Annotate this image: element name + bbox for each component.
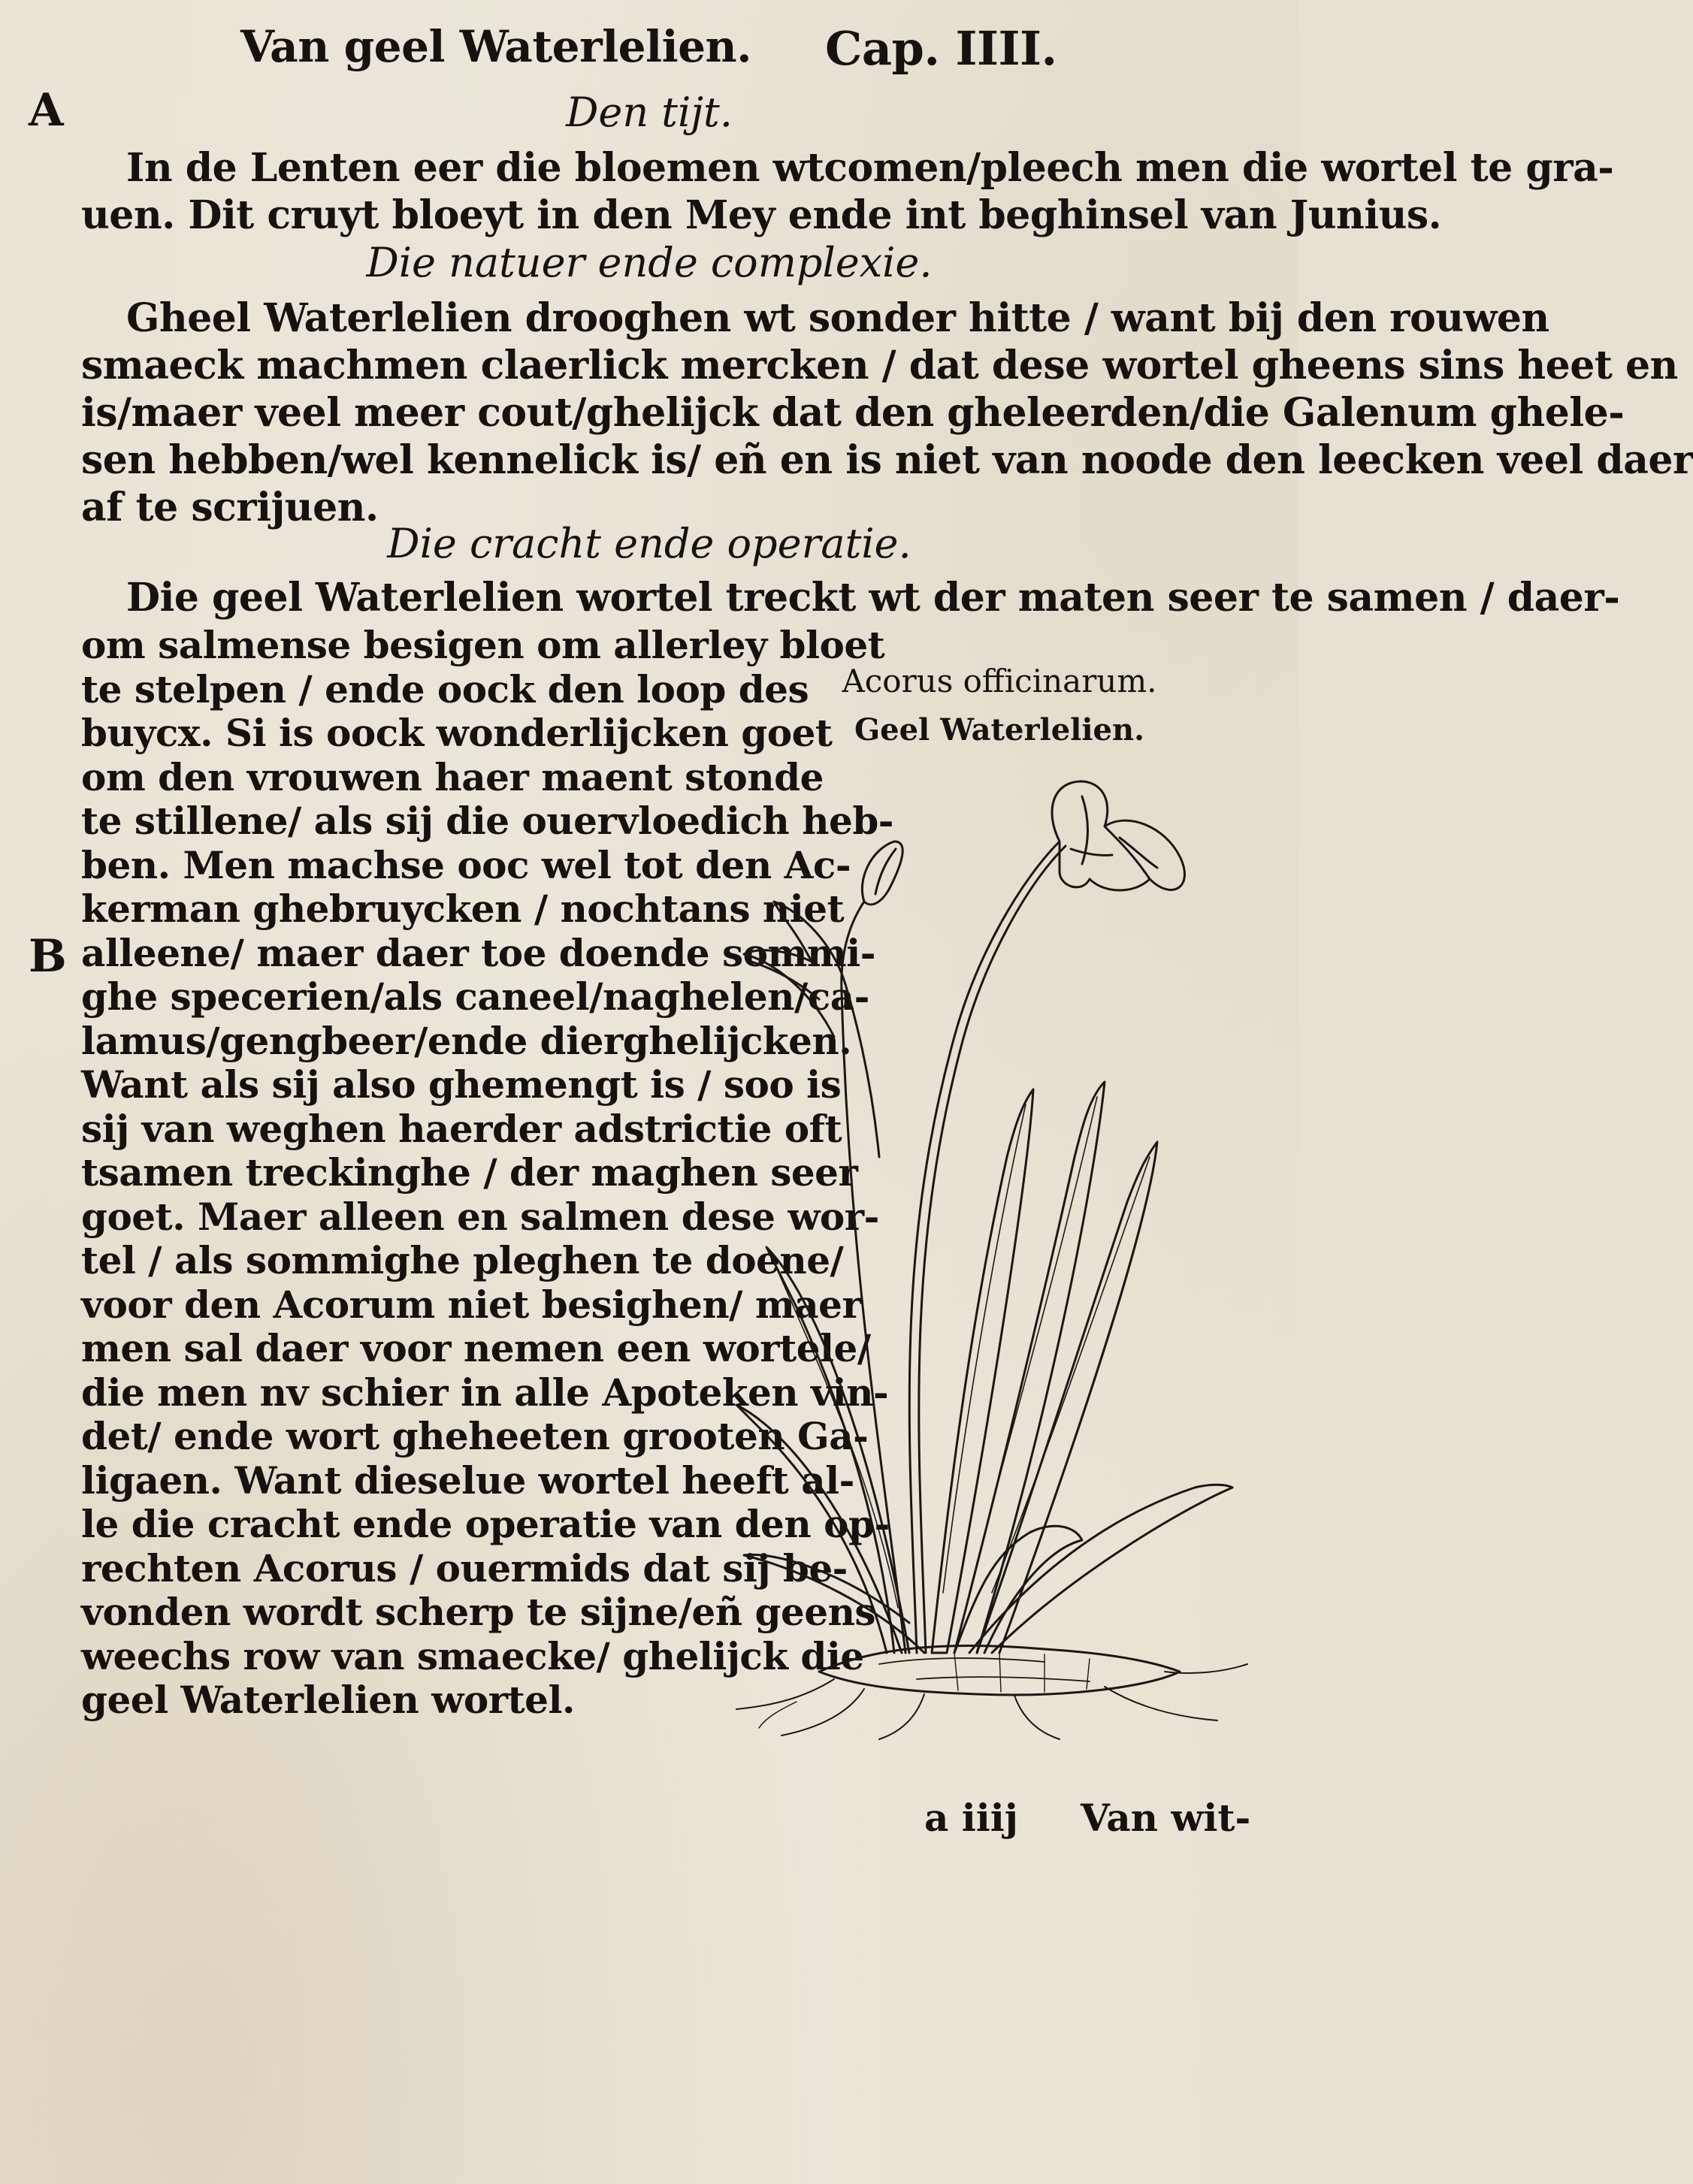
column-line: ben. Men machse ooc wel tot den Ac- [81,842,851,887]
running-title: Van geel Waterlelien. [240,21,751,72]
section-body-time [81,144,1614,239]
catchword: Van wit- [1081,1796,1251,1840]
column-line: Want als sij also ghemengt is / soo is [81,1062,842,1107]
column-text [81,623,894,1723]
column-line: goet. Maer alleen en salmen dese wor- [81,1194,879,1239]
text-line: uen. Dit cruyt bloeyt in den Mey ende int beghinsel van Junius. [81,192,1442,238]
column-line: te stelpen / ende oock den loop des [81,666,809,711]
column-line: te stillene/ als sij die ouervloedich heb- [81,799,894,843]
column-line: men sal daer voor nemen een wortele/ [81,1326,871,1370]
text-line: sen hebben/wel kennelick is/ eñ en is niet van noode den leecken veel daer [81,437,1693,483]
text-line: af te scrijuen. [81,485,379,530]
column-line: buycx. Si is oock wonderlijcken goet [81,711,833,755]
column-line: ghe specerien/als caneel/naghelen/ca- [81,974,869,1019]
column-line: weechs row van smaecke/ ghelijck die [81,1633,864,1678]
section-heading-time: Den tijt. [566,89,733,136]
column-line: det/ ende wort gheheeten grooten Ga- [81,1414,869,1458]
column-line: lamus/gengbeer/ende dierghelijcken. [81,1018,852,1063]
text-line: is/maer veel meer cout/ghelijck dat den gheleerden/die Galenum ghele- [81,390,1625,436]
column-line: kerman ghebruycken / nochtans niet [81,887,845,931]
signature-mark: a iiij [924,1796,1018,1840]
column-line: vonden wordt scherp te sijne/eñ geens [81,1590,876,1634]
section-heading-nature: Die natuer ende complexie. [366,239,933,286]
column-line: om den vrouwen haer maent stonde [81,754,824,799]
chapter-number: Cap. IIII. [825,21,1057,76]
text-line: Die geel Waterlelien wortel treckt wt der maten seer te samen / daer- [126,575,1620,621]
section-heading-operation: Die cracht ende operatie. [387,520,911,567]
text-line: In de Lenten eer die bloemen wtcomen/pleech men die wortel te gra- [126,145,1614,191]
column-line: rechten Acorus / ouermids dat sij be- [81,1545,848,1590]
column-line: tsamen treckinghe / der maghen seer [81,1150,858,1195]
column-line: die men nv schier in alle Apoteken vin- [81,1370,889,1415]
column-line: sij van weghen haerder adstrictie oft [81,1106,842,1151]
section-body-nature [81,295,1693,531]
text-line: Gheel Waterlelien drooghen wt sonder hitte / want bij den rouwen [126,295,1549,341]
section-body-operation [81,574,1620,621]
column-line: alleene/ maer daer toe doende sommi- [81,930,875,975]
column-line: le die cracht ende operatie van den op- [81,1502,890,1546]
column-line: geel Waterlelien wortel. [81,1678,575,1722]
margin-marker-a: A [29,84,64,137]
iris-woodcut-illustration [729,766,1255,1743]
column-line: voor den Acorum niet besighen/ maer [81,1282,862,1327]
column-line: om salmense besigen om allerley bloet [81,623,885,667]
text-line: smaeck machmen claerlick mercken / dat dese wortel gheens sins heet en [81,343,1678,388]
column-line: tel / als sommighe pleghen te doene/ [81,1238,844,1282]
figure-caption-latin: Acorus officinarum. [842,663,1157,699]
figure-caption-dutch: Geel Waterlelien. [854,712,1145,748]
margin-marker-b: B [29,930,67,983]
column-line: ligaen. Want dieselue wortel heeft al- [81,1458,854,1503]
